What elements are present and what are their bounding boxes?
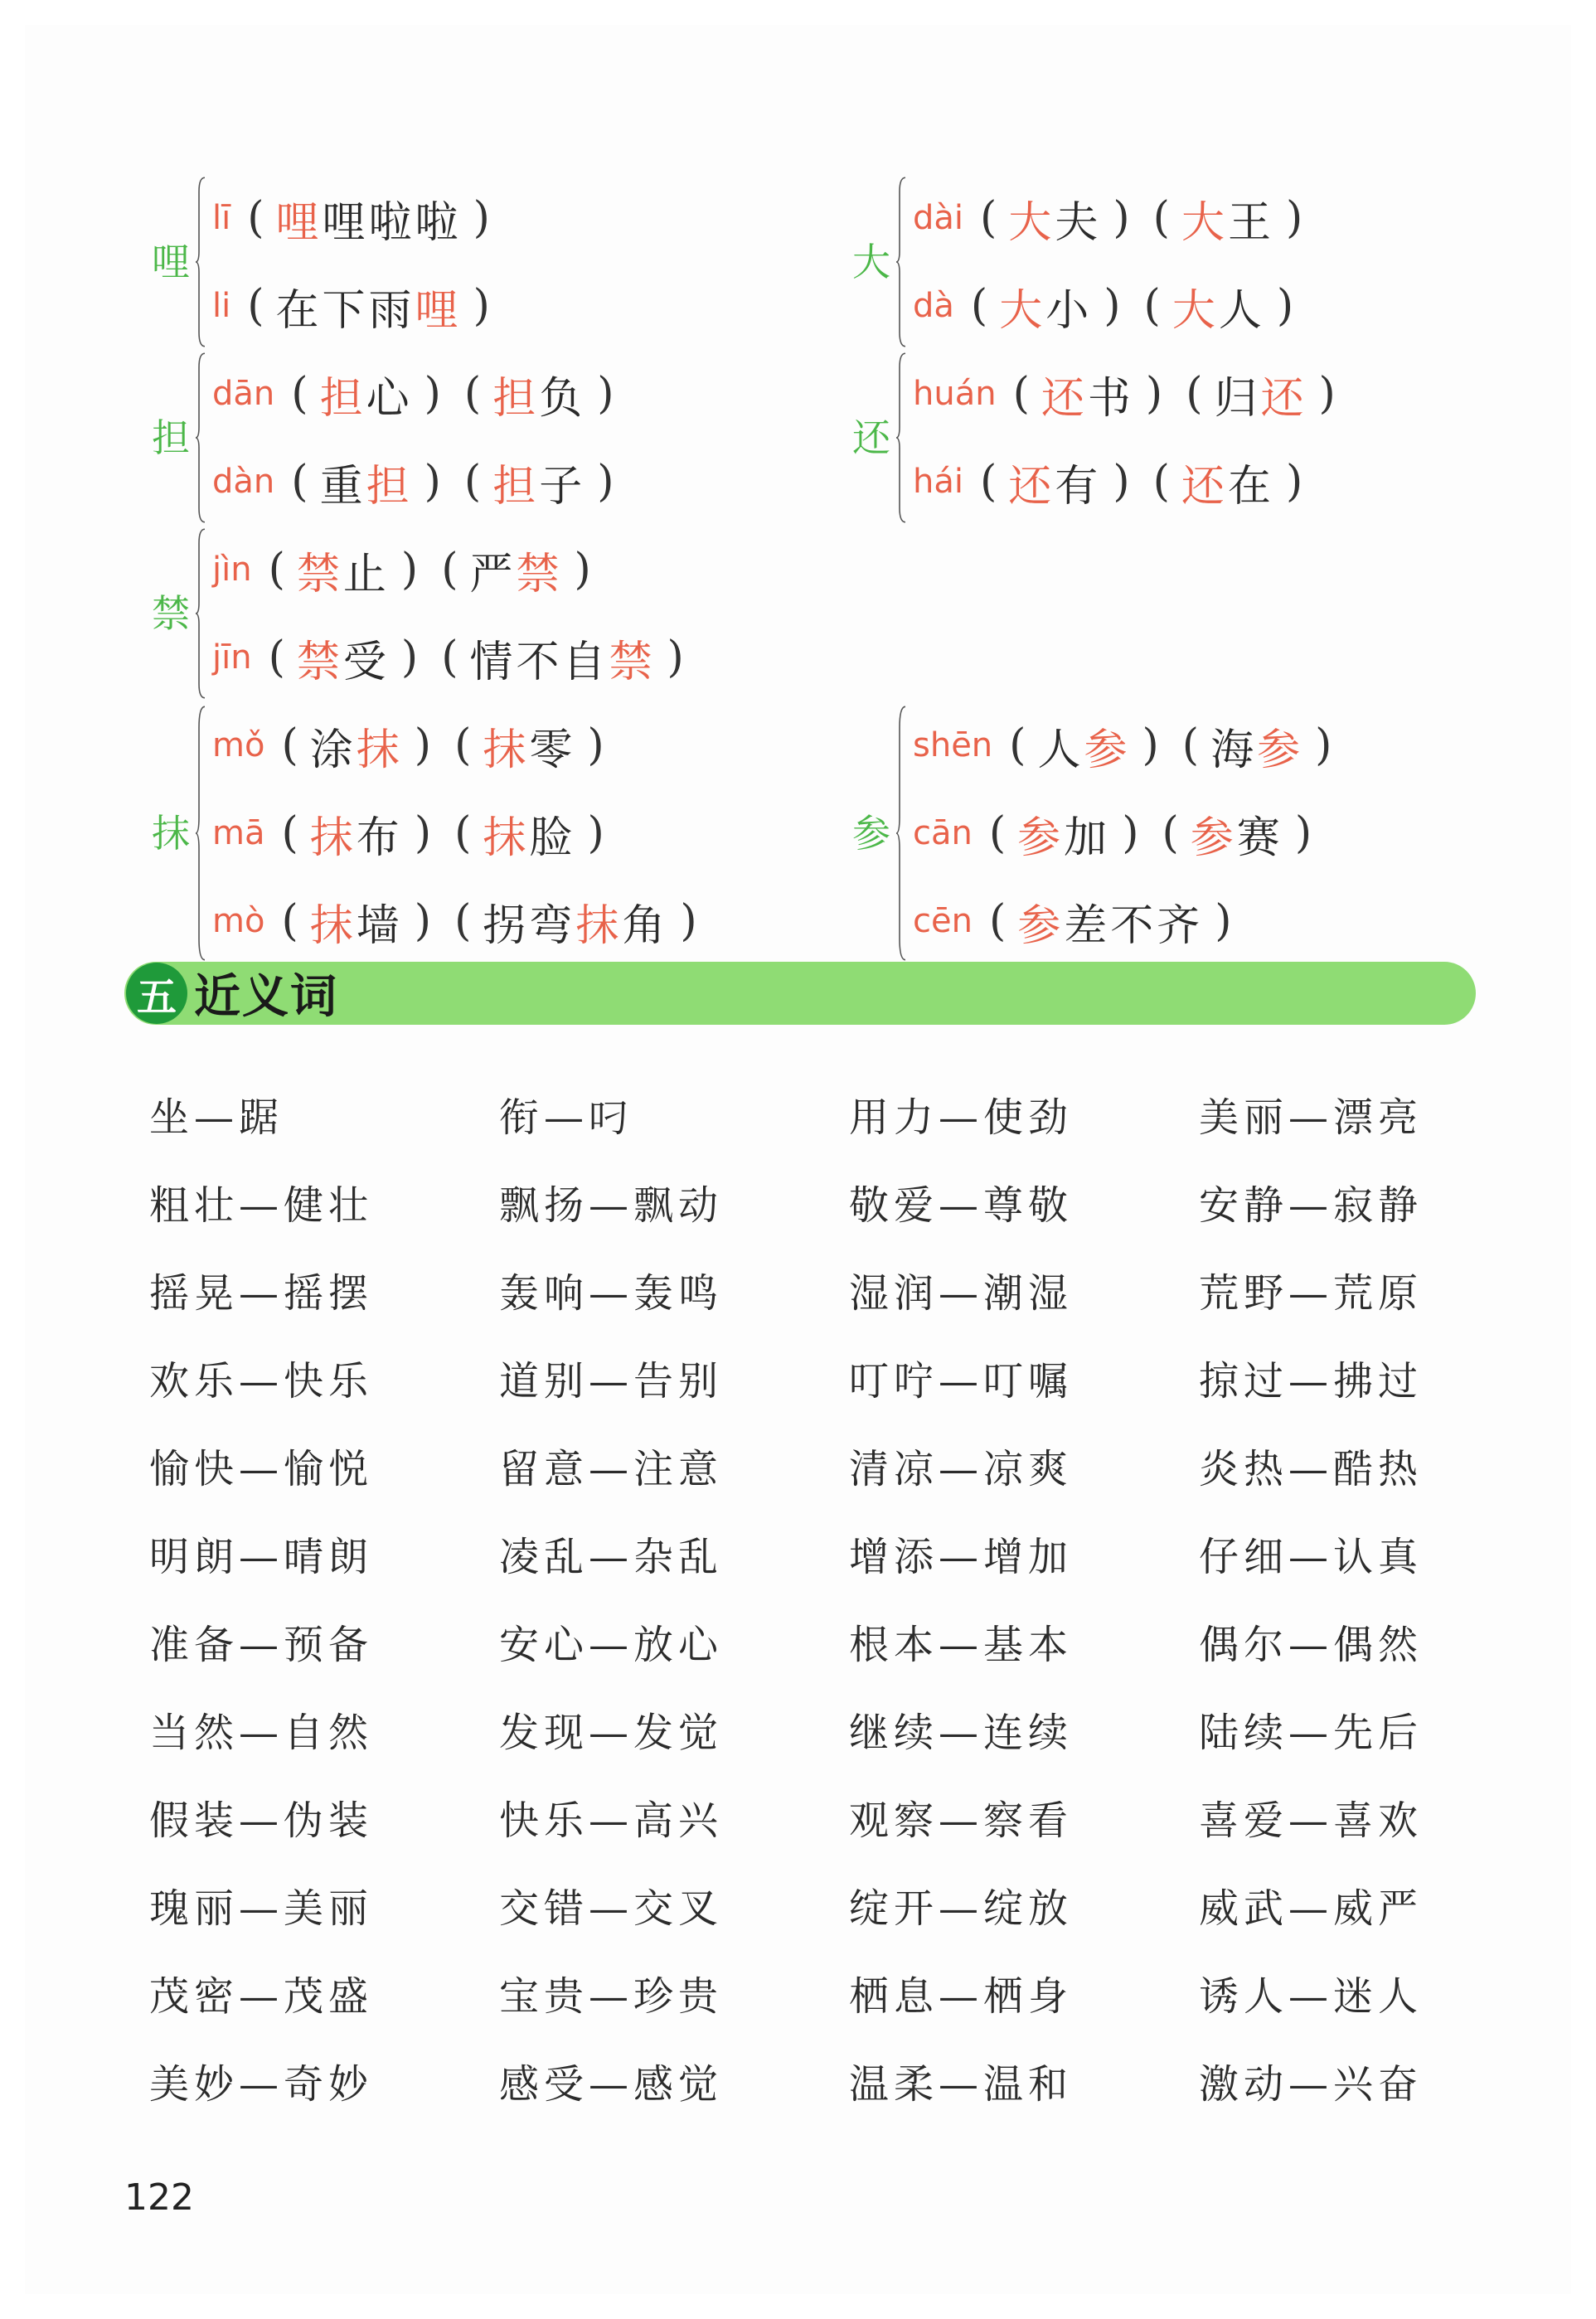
brace-icon: [196, 174, 206, 350]
pinyin: dàn: [212, 463, 275, 501]
example-word: 抹零: [483, 725, 576, 775]
pinyin: li: [212, 287, 231, 325]
pinyin-reading: dān ( 担心 ) ( 担负 ): [212, 350, 626, 438]
synonym-pair: 快乐—高兴: [499, 1797, 724, 1844]
example-word: 抹布: [309, 813, 403, 863]
synonym-pair: 湿润—潮湿: [849, 1269, 1074, 1317]
polyphone-character: 哩: [152, 240, 190, 284]
example-word: 哩哩啦啦: [275, 197, 462, 248]
pinyin-reading: cēn ( 参差不齐 ): [913, 877, 1343, 965]
example-word: 还有: [1008, 461, 1102, 512]
pinyin-reading: li ( 在下雨哩 ): [212, 262, 502, 350]
pinyin-reading: huán ( 还书 ) ( 归还 ): [913, 350, 1347, 438]
synonym-pair: 欢乐—快乐: [149, 1357, 374, 1404]
pinyin: jīn: [212, 638, 252, 677]
synonym-pair: 叮咛—叮嘱: [849, 1357, 1074, 1404]
example-word: 禁受: [296, 637, 390, 687]
example-word: 严禁: [469, 549, 563, 599]
synonym-pair: 用力—使劲: [849, 1094, 1074, 1141]
pinyin: lī: [212, 199, 231, 237]
synonym-pair: 美妙—奇妙: [149, 2060, 374, 2108]
polyphone-character: 抹: [152, 811, 190, 856]
synonym-pair: 掠过—拂过: [1199, 1357, 1424, 1404]
polyphone-group: [149, 350, 626, 526]
pinyin: mǒ: [212, 726, 265, 764]
pinyin: dài: [913, 199, 964, 237]
synonym-pair: 炎热—酷热: [1199, 1445, 1424, 1492]
synonym-pair: 美丽—漂亮: [1199, 1094, 1424, 1141]
example-word: 抹脸: [483, 813, 576, 863]
section-number-badge: 五: [126, 963, 187, 1024]
example-word: 还在: [1181, 461, 1274, 512]
synonym-pair: 敬爱—尊敬: [849, 1181, 1074, 1229]
example-word: 归还: [1214, 373, 1307, 424]
synonym-pair: 凌乱—杂乱: [499, 1533, 724, 1580]
example-word: 情不自禁: [469, 637, 656, 687]
polyphone-group: [850, 350, 1347, 526]
section-title: 近义词: [194, 970, 338, 1024]
synonym-pair: 安静—寂静: [1199, 1181, 1424, 1229]
synonym-pair: 绽开—绽放: [849, 1885, 1074, 1932]
example-word: 在下雨哩: [275, 285, 462, 336]
synonym-pair: 坐—踞: [149, 1094, 284, 1141]
pinyin-reading: jìn ( 禁止 ) ( 严禁 ): [212, 526, 696, 614]
synonym-pair: 威武—威严: [1199, 1885, 1424, 1932]
pinyin-reading: mò ( 抹墙 ) ( 拐弯抹角 ): [212, 877, 709, 965]
synonym-pair: 粗壮—健壮: [149, 1181, 374, 1229]
synonym-pair: 陆续—先后: [1199, 1709, 1424, 1756]
synonym-pair: 道别—告别: [499, 1357, 724, 1404]
pinyin: mò: [212, 902, 265, 940]
polyphone-character: 还: [852, 415, 890, 460]
page-number: 122: [124, 2176, 194, 2219]
pinyin: mā: [212, 814, 265, 852]
section-header: [124, 962, 1476, 1025]
polyphone-group: [149, 526, 696, 701]
synonym-pair: 诱人—迷人: [1199, 1972, 1424, 2020]
example-word: 大人: [1172, 285, 1265, 336]
example-word: 大小: [999, 285, 1093, 336]
synonym-pair: 愉快—愉悦: [149, 1445, 374, 1492]
synonym-pair: 茂密—茂盛: [149, 1972, 374, 2020]
example-word: 担负: [492, 373, 586, 424]
example-word: 参赛: [1190, 813, 1283, 863]
pinyin-reading: mā ( 抹布 ) ( 抹脸 ): [212, 789, 709, 877]
pinyin: dà: [913, 287, 954, 325]
example-word: 担心: [319, 373, 413, 424]
synonym-pair: 摇晃—摇摆: [149, 1269, 374, 1317]
brace-icon: [196, 350, 206, 526]
brace-icon: [896, 701, 906, 965]
polyphone-group: [850, 701, 1343, 965]
polyphone-character: 大: [852, 240, 890, 284]
synonym-pair: 留意—注意: [499, 1445, 724, 1492]
synonym-pair: 轰响—轰鸣: [499, 1269, 724, 1317]
brace-icon: [896, 174, 906, 350]
example-word: 人参: [1037, 725, 1131, 775]
synonym-pair: 当然—自然: [149, 1709, 374, 1756]
synonym-pair: 增添—增加: [849, 1533, 1074, 1580]
synonym-pair: 安心—放心: [499, 1621, 724, 1668]
brace-icon: [196, 701, 206, 965]
brace-icon: [196, 526, 206, 701]
pinyin: dān: [212, 375, 275, 413]
example-word: 大夫: [1008, 197, 1102, 248]
example-word: 参差不齐: [1017, 900, 1204, 951]
polyphone-character: 参: [852, 811, 890, 856]
pinyin-reading: mǒ ( 涂抹 ) ( 抹零 ): [212, 701, 709, 789]
synonym-pair: 假装—伪装: [149, 1797, 374, 1844]
synonym-pair: 根本—基本: [849, 1621, 1074, 1668]
example-word: 参加: [1017, 813, 1111, 863]
synonym-pair: 清凉—凉爽: [849, 1445, 1074, 1492]
synonym-pair: 激动—兴奋: [1199, 2060, 1424, 2108]
synonym-pair: 栖息—栖身: [849, 1972, 1074, 2020]
polyphone-character: 禁: [152, 591, 190, 636]
example-word: 拐弯抹角: [483, 900, 669, 951]
pinyin-reading: dài ( 大夫 ) ( 大王 ): [913, 174, 1314, 262]
synonym-pair: 明朗—晴朗: [149, 1533, 374, 1580]
pinyin: huán: [913, 375, 997, 413]
polyphone-group: [149, 174, 502, 350]
pinyin: cēn: [913, 902, 973, 940]
polyphone-group: [850, 174, 1314, 350]
synonym-pair: 喜爱—喜欢: [1199, 1797, 1424, 1844]
pinyin: hái: [913, 463, 963, 501]
example-word: 还书: [1041, 373, 1134, 424]
synonym-pair: 荒野—荒原: [1199, 1269, 1424, 1317]
pinyin-reading: jīn ( 禁受 ) ( 情不自禁 ): [212, 614, 696, 701]
example-word: 担子: [492, 461, 586, 512]
pinyin: shēn: [913, 726, 993, 764]
synonym-pair: 交错—交叉: [499, 1885, 724, 1932]
synonym-pair: 偶尔—偶然: [1199, 1621, 1424, 1668]
synonym-pair: 瑰丽—美丽: [149, 1885, 374, 1932]
synonym-grid: [149, 1070, 1542, 2124]
synonym-pair: 准备—预备: [149, 1621, 374, 1668]
synonym-pair: 飘扬—飘动: [499, 1181, 724, 1229]
example-word: 大王: [1181, 197, 1274, 248]
pinyin-reading: shēn ( 人参 ) ( 海参 ): [913, 701, 1343, 789]
brace-icon: [896, 350, 906, 526]
pinyin-reading: hái ( 还有 ) ( 还在 ): [913, 438, 1347, 526]
polyphone-character: 担: [152, 415, 190, 460]
synonym-pair: 宝贵—珍贵: [499, 1972, 724, 2020]
synonym-pair: 感受—感觉: [499, 2060, 724, 2108]
synonym-pair: 观察—察看: [849, 1797, 1074, 1844]
synonym-pair: 温柔—温和: [849, 2060, 1074, 2108]
pinyin-reading: cān ( 参加 ) ( 参赛 ): [913, 789, 1343, 877]
example-word: 海参: [1210, 725, 1304, 775]
pinyin-reading: dà ( 大小 ) ( 大人 ): [913, 262, 1314, 350]
synonym-pair: 衔—叼: [499, 1094, 634, 1141]
example-word: 禁止: [296, 549, 390, 599]
pinyin-reading: lī ( 哩哩啦啦 ): [212, 174, 502, 262]
pinyin: cān: [913, 814, 973, 852]
example-word: 重担: [319, 461, 413, 512]
example-word: 抹墙: [309, 900, 403, 951]
polyphone-group: [149, 701, 709, 965]
example-word: 涂抹: [309, 725, 403, 775]
pinyin-reading: dàn ( 重担 ) ( 担子 ): [212, 438, 626, 526]
synonym-pair: 发现—发觉: [499, 1709, 724, 1756]
synonym-pair: 继续—连续: [849, 1709, 1074, 1756]
synonym-pair: 仔细—认真: [1199, 1533, 1424, 1580]
pinyin: jìn: [212, 551, 252, 589]
